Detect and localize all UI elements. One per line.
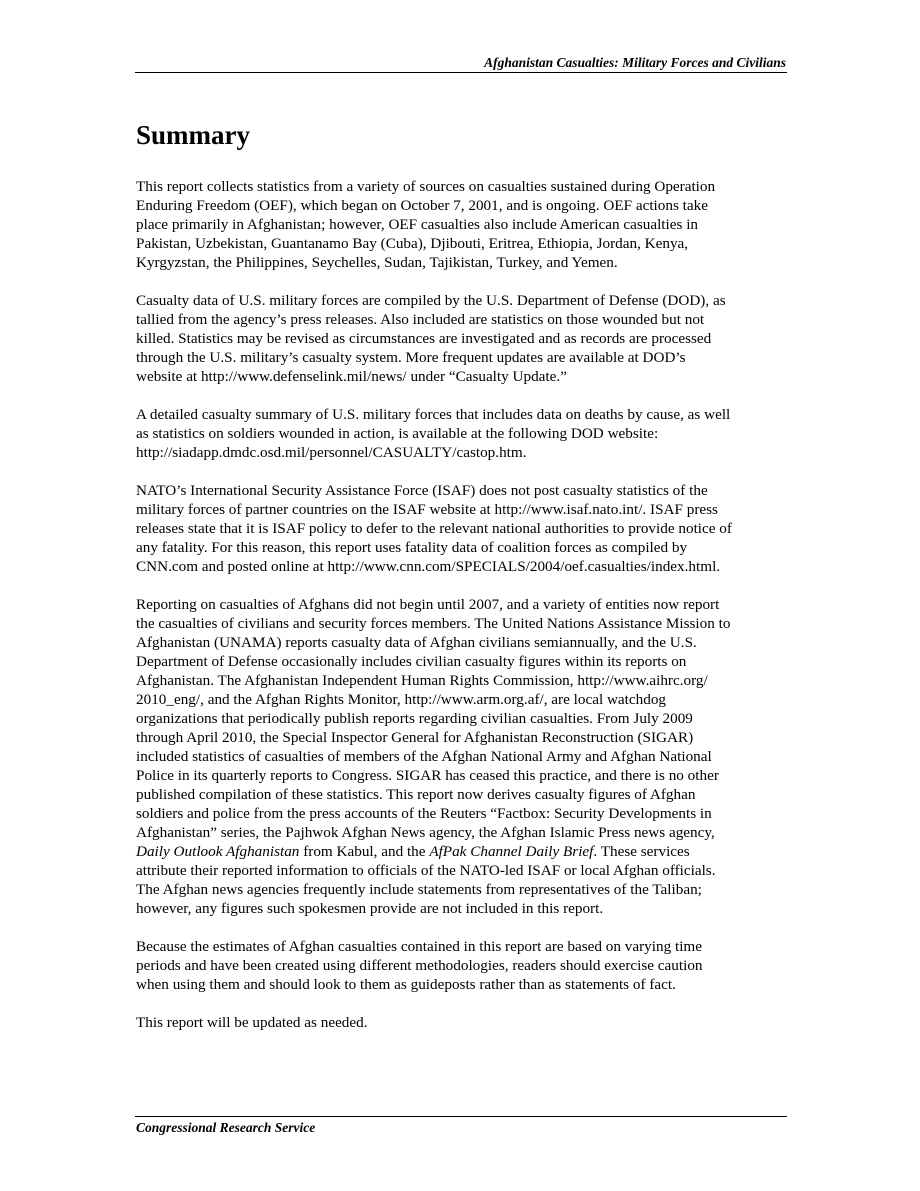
publication-title-daily-outlook: Daily Outlook Afghanistan — [136, 843, 300, 860]
paragraph-3 — [136, 405, 791, 462]
text-line: Afghanistan (UNAMA) reports casualty data of Afghan civilians semiannually, and the U.S. — [136, 634, 697, 651]
text-line: This report will be updated as needed. — [136, 1014, 368, 1031]
text-fragment: from Kabul, and the — [299, 843, 430, 860]
text-fragment: . These services — [593, 843, 690, 860]
text-line: NATO’s International Security Assistance Force (ISAF) does not post casualty statistics of the — [136, 482, 708, 499]
text-line: Casualty data of U.S. military forces are compiled by the U.S. Department of Defense (DOD), as — [136, 292, 726, 309]
footer-rule — [135, 1116, 787, 1117]
text-line: website at http://www.defenselink.mil/news/ under “Casualty Update.” — [136, 368, 567, 385]
text-line: Afghanistan. The Afghanistan Independent Human Rights Commission, http://www.aihrc.org/ — [136, 672, 708, 689]
text-line: killed. Statistics may be revised as circumstances are investigated and as records are processed — [136, 330, 712, 347]
text-line: Because the estimates of Afghan casualties contained in this report are based on varying time — [136, 938, 702, 955]
text-line: published compilation of these statistics. This report now derives casualty figures of Afghan — [136, 786, 696, 803]
text-line: This report collects statistics from a variety of sources on casualties sustained during Operation — [136, 178, 716, 195]
text-line: Police in its quarterly reports to Congress. SIGAR has ceased this practice, and there is no other — [136, 767, 719, 784]
text-line: periods and have been created using different methodologies, readers should exercise caution — [136, 957, 703, 974]
text-line: tallied from the agency’s press releases. Also included are statistics on those wounded but not — [136, 311, 705, 328]
text-line: Reporting on casualties of Afghans did not begin until 2007, and a variety of entities now report — [136, 596, 720, 613]
text-line: Department of Defense occasionally includes civilian casualty figures within its reports on — [136, 653, 687, 670]
text-line: however, any figures such spokesmen provide are not included in this report. — [136, 900, 604, 917]
text-line: included statistics of casualties of members of the Afghan National Army and Afghan National — [136, 748, 712, 765]
text-line: soldiers and police from the press accounts of the Reuters “Factbox: Security Developments in — [136, 805, 712, 822]
header-rule — [135, 72, 787, 73]
footer-organization: Congressional Research Service — [136, 1120, 316, 1135]
text-line: organizations that periodically publish reports regarding civilian casualties. From July 2009 — [136, 710, 693, 727]
text-line: A detailed casualty summary of U.S. military forces that includes data on deaths by cause, as well — [136, 406, 731, 423]
paragraph-1 — [136, 177, 791, 272]
text-line: The Afghan news agencies frequently include statements from representatives of the Taliban; — [136, 881, 702, 898]
text-line: through the U.S. military’s casualty system. More frequent updates are available at DOD’s — [136, 349, 686, 366]
text-line: when using them and should look to them as guideposts rather than as statements of fact. — [136, 976, 676, 993]
text-line: through April 2010, the Special Inspector General for Afghanistan Reconstruction (SIGAR) — [136, 729, 694, 746]
text-line: Enduring Freedom (OEF), which began on October 7, 2001, and is ongoing. OEF actions take — [136, 197, 708, 214]
paragraph-6 — [136, 937, 791, 994]
text-line: as statistics on soldiers wounded in action, is available at the following DOD website: — [136, 425, 659, 442]
text-line: CNN.com and posted online at http://www.cnn.com/SPECIALS/2004/oef.casualties/index.html. — [136, 558, 721, 575]
text-line: military forces of partner countries on the ISAF website at http://www.isaf.nato.int/. ISAF press — [136, 501, 718, 518]
summary-body — [136, 177, 791, 1051]
paragraph-4 — [136, 481, 791, 576]
text-line: attribute their reported information to officials of the NATO-led ISAF or local Afghan officials. — [136, 862, 716, 879]
paragraph-2 — [136, 291, 791, 386]
paragraph-5 — [136, 595, 791, 918]
text-line-mixed — [136, 842, 791, 861]
text-line: Pakistan, Uzbekistan, Guantanamo Bay (Cuba), Djibouti, Eritrea, Ethiopia, Jordan, Kenya, — [136, 235, 689, 252]
publication-title-afpak-brief: AfPak Channel Daily Brief — [429, 843, 594, 860]
text-line: Kyrgyzstan, the Philippines, Seychelles, Sudan, Tajikistan, Turkey, and Yemen. — [136, 254, 618, 271]
page-title: Summary — [136, 120, 250, 150]
running-header-title: Afghanistan Casualties: Military Forces and Civilians — [484, 55, 786, 70]
text-line: http://siadapp.dmdc.osd.mil/personnel/CASUALTY/castop.htm. — [136, 444, 527, 461]
text-line: the casualties of civilians and security forces members. The United Nations Assistance Mission to — [136, 615, 731, 632]
paragraph-7 — [136, 1013, 791, 1032]
text-line: place primarily in Afghanistan; however, OEF casualties also include American casualties in — [136, 216, 699, 233]
text-line: any fatality. For this reason, this report uses fatality data of coalition forces as compiled by — [136, 539, 688, 556]
text-line: releases state that it is ISAF policy to defer to the relevant national authorities to provide notice of — [136, 520, 732, 537]
text-line: Afghanistan” series, the Pajhwok Afghan News agency, the Afghan Islamic Press news agency, — [136, 824, 715, 841]
text-line: 2010_eng/, and the Afghan Rights Monitor, http://www.arm.org.af/, are local watchdog — [136, 691, 667, 708]
